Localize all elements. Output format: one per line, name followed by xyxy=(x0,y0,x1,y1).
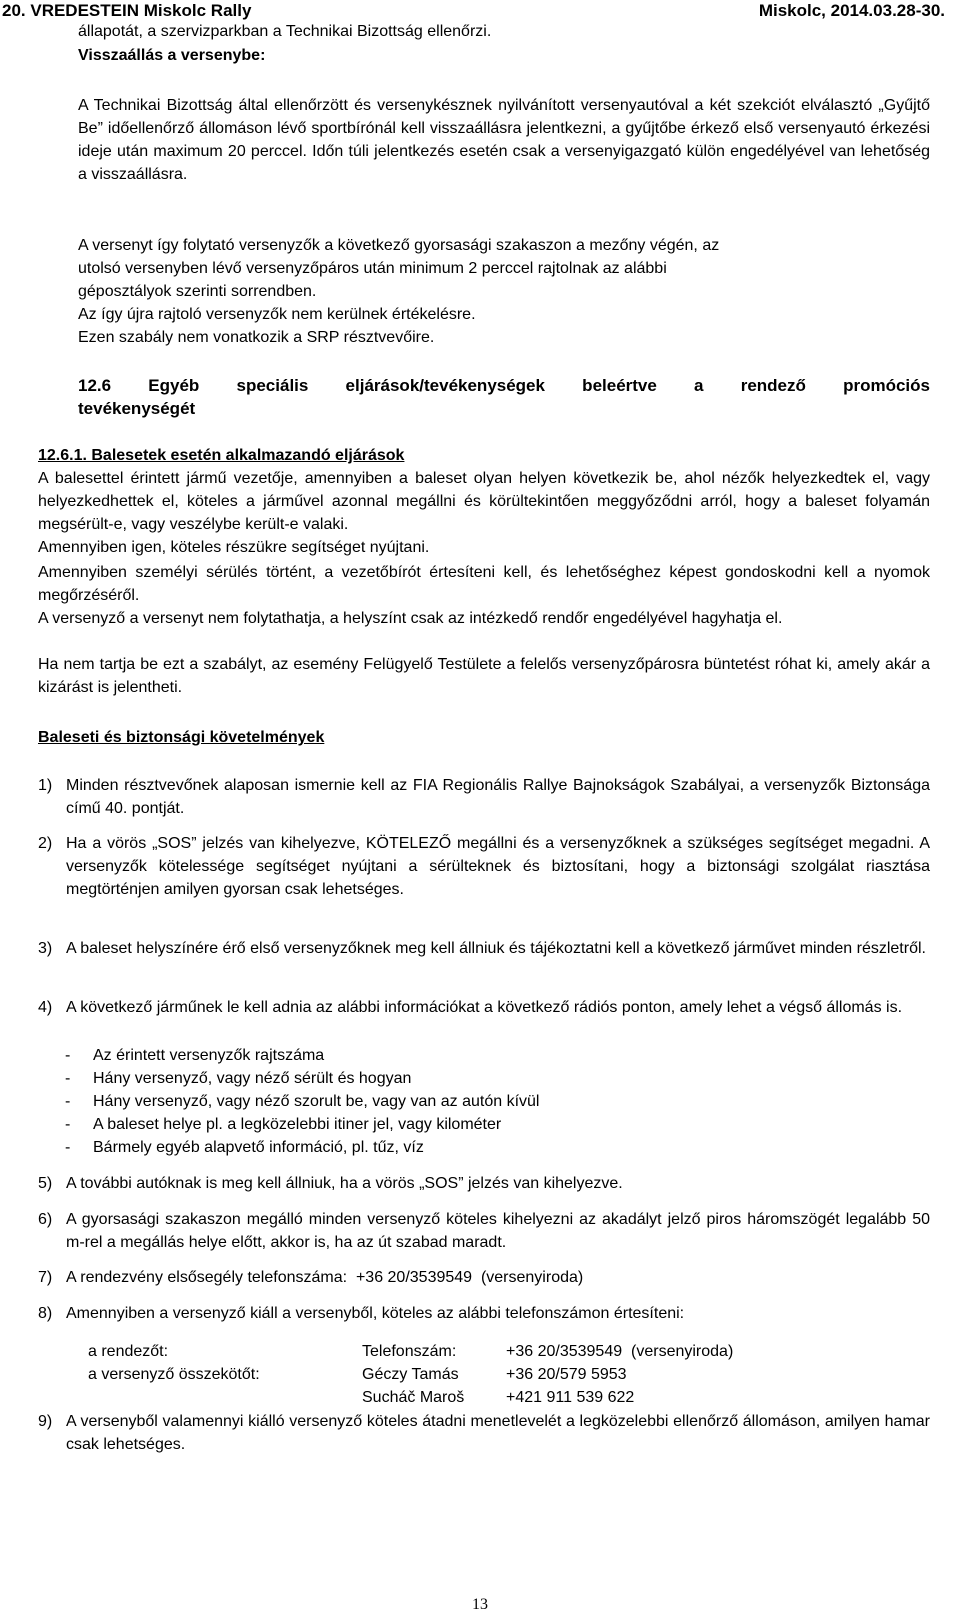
item-number: 3) xyxy=(38,940,53,957)
item-number: 9) xyxy=(38,1413,53,1430)
item-number: 7) xyxy=(38,1269,53,1286)
item-text: A rendezvény elsősegély telefonszáma: +36 20/3539549 (versenyiroda) xyxy=(66,1269,584,1286)
page-header xyxy=(2,0,945,22)
leave-scene-paragraph: A versenyző a versenyt nem folytathatja, a helyszínt csak az intézkedő rendőr engedélyével hagyhatja el. xyxy=(38,610,783,627)
help-obligation-line: Amennyiben igen, köteles részükre segítséget nyújtani. xyxy=(38,539,430,556)
intro-line: állapotát, a szervizparkban a Technikai Bizottság ellenőrzi. xyxy=(78,23,492,40)
readmission-line-4: Az így újra rajtoló versenyzők nem kerülnek értékelésre. xyxy=(78,306,476,323)
item-text: A további autóknak is meg kell állniuk, ha a vörös „SOS” jelzés van kihelyezve. xyxy=(66,1175,623,1192)
dash-item-text: Hány versenyző, vagy néző szorult be, vagy van az autón kívül xyxy=(93,1093,540,1110)
contact-name-geczy: Géczy Tamás xyxy=(362,1366,459,1383)
contact-phone-suchac: +421 911 539 622 xyxy=(506,1389,635,1406)
dash-item-text: Az érintett versenyzők rajtszáma xyxy=(93,1047,325,1064)
item-text: A versenyből valamennyi kiálló versenyző köteles átadni menetlevelét a legközelebbi ellenőrző állomáson, amilyen hamar csak lehetséges. xyxy=(66,1413,930,1453)
readmission-line-1: A versenyt így folytató versenyzők a következő gyorsasági szakaszon a mezőny végén, az xyxy=(78,237,720,254)
item-text: Ha a vörös „SOS” jelzés van kihelyezve, KÖTELEZŐ megállni és a versenyzőknek a szükséges segítséget megadni. A versenyzők kötelessége segítséget nyújtani a sérülteknek és biztosítani, hogy a biztonsági szolgálat riasztása megtörténjen amilyen gyorsan csak lehetséges. xyxy=(66,835,930,898)
dash-item-text: Bármely egyéb alapvető információ, pl. tűz, víz xyxy=(93,1139,424,1156)
readmission-line-5: Ezen szabály nem vonatkozik a SRP résztvevőire. xyxy=(78,329,435,346)
readmission-title: Visszaállás a versenybe: xyxy=(78,47,266,64)
injury-paragraph: Amennyiben személyi sérülés történt, a vezetőbírót értesíteni kell, és lehetőséghez képest gondoskodni kell a nyomok megőrzéséről. xyxy=(38,564,930,604)
section-12-6-title-line1: 12.6 Egyéb speciális eljárások/tevékenységek beleértve a rendező promóciós xyxy=(78,376,930,395)
header-event-title: 20. VREDESTEIN Miskolc Rally xyxy=(2,1,252,20)
dash-item-text: Hány versenyző, vagy néző sérült és hogyan xyxy=(93,1070,412,1087)
item-text: Minden résztvevőnek alaposan ismernie kell az FIA Regionális Rallye Bajnokságok Szabályai, a versenyzők Biztonsága című 40. pontját. xyxy=(66,777,930,817)
readmission-line-2: utolsó versenyben lévő versenyzőpáros után minimum 2 perccel rajtolnak az alábbi xyxy=(78,260,667,277)
item-number: 1) xyxy=(38,777,53,794)
dash-bullet: - xyxy=(65,1070,71,1087)
page-number: 13 xyxy=(472,1596,488,1613)
item-number: 6) xyxy=(38,1211,53,1228)
accident-procedure-text: A balesettel érintett jármű vezetője, amennyiben a baleset olyan helyen következik be, ahol nézők helyezkedtek el, vagy helyezkedhettek el, köteles a járművel azonnal megállni és körültekintően meggyőződni arról, hogy a baleset folyamán megsérült-e, vagy veszélybe került-e valaki. xyxy=(38,470,930,533)
item-number: 4) xyxy=(38,999,53,1016)
dash-bullet: - xyxy=(65,1093,71,1110)
dash-bullet: - xyxy=(65,1047,71,1064)
contact-label-phone: Telefonszám: xyxy=(362,1343,457,1360)
header-place-date: Miskolc, 2014.03.28-30. xyxy=(758,1,945,20)
safety-section-title: Baleseti és biztonsági követelmények xyxy=(38,729,325,746)
contact-name-suchac: Sucháč Maroš xyxy=(362,1389,465,1406)
section-12-6-1-title: 12.6.1. Balesetek esetén alkalmazandó eljárások xyxy=(38,447,405,464)
item-text: A következő járműnek le kell adnia az alábbi információkat a következő rádiós ponton, amely lehet a végső állomás is. xyxy=(66,999,903,1016)
readmission-paragraph: A Technikai Bizottság által ellenőrzött és versenykésznek nyilvánított versenyautóval a két szekciót elválasztó „Gyűjtő Be” időellenőrző állomáson lévő sportbírónál kell visszaállásra jelentkezni, a gyűjtőbe érkező első versenyautó érkezési ideje után maximum 20 perccel. Időn túli jelentkezés esetén csak a versenyigazgató külön engedélyével van lehetőség a visszaállásra. xyxy=(78,97,930,183)
contact-role-organizer: a rendezőt: xyxy=(88,1343,169,1360)
penalty-paragraph: Ha nem tartja be ezt a szabályt, az esemény Felügyelő Testülete a felelős versenyzőpárosra büntetést róhat ki, amely akár a kizárást is jelentheti. xyxy=(38,656,930,696)
dash-item-text: A baleset helye pl. a legközelebbi itiner jel, vagy kilométer xyxy=(93,1116,502,1133)
item-text: A baleset helyszínére érő első versenyzőknek meg kell állniuk és tájékoztatni kell a következő járművet minden részletről. xyxy=(66,940,926,957)
readmission-line-3: géposztályok szerinti sorrendben. xyxy=(78,283,317,300)
dash-bullet: - xyxy=(65,1116,71,1133)
contact-role-liaison: a versenyző összekötőt: xyxy=(88,1366,260,1383)
dash-bullet: - xyxy=(65,1139,71,1156)
contact-phone-geczy: +36 20/579 5953 xyxy=(506,1366,627,1383)
section-12-6-title-line2: tevékenységét xyxy=(78,399,196,418)
item-number: 5) xyxy=(38,1175,53,1192)
item-text: Amennyiben a versenyző kiáll a versenyből, köteles az alábbi telefonszámon értesíteni: xyxy=(66,1305,685,1322)
item-text: A gyorsasági szakaszon megálló minden versenyző köteles kihelyezni az akadályt jelző piros háromszögét legalább 50 m-rel a megállás helye előtt, akkor is, ha az út szabad maradt. xyxy=(66,1211,930,1251)
item-number: 2) xyxy=(38,835,53,852)
item-number: 8) xyxy=(38,1305,53,1322)
contact-phone-organizer: +36 20/3539549 (versenyiroda) xyxy=(506,1343,734,1360)
